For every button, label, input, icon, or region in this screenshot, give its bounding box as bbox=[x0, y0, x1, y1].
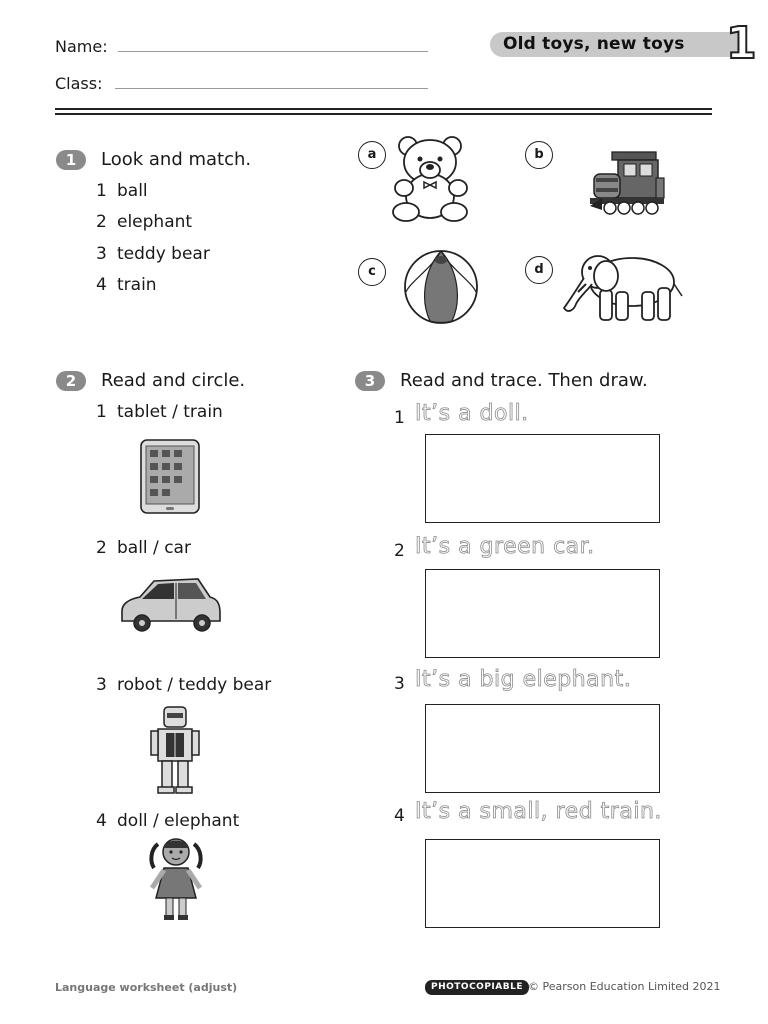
tablet-icon[interactable] bbox=[139, 438, 201, 515]
s2-item-1-text[interactable]: tablet / train bbox=[117, 402, 223, 422]
header-rule-top bbox=[55, 108, 712, 110]
s2-item-1-num: 1 bbox=[96, 402, 107, 422]
s2-item-2-text[interactable]: ball / car bbox=[117, 538, 191, 558]
s2-item-3-text[interactable]: robot / teddy bear bbox=[117, 675, 272, 695]
section-1-badge: 1 bbox=[56, 150, 86, 170]
section-1-title: Look and match. bbox=[101, 149, 252, 170]
train-icon[interactable] bbox=[588, 148, 672, 218]
car-icon[interactable] bbox=[118, 575, 222, 633]
letter-d-circle: d bbox=[525, 256, 553, 284]
s3-item-2-num: 2 bbox=[394, 541, 405, 561]
s1-item-4-text[interactable]: train bbox=[117, 275, 157, 295]
unit-number: 1 bbox=[726, 18, 757, 66]
photocopiable-badge: PHOTOCOPIABLE bbox=[425, 980, 529, 995]
s1-item-4-num: 4 bbox=[96, 275, 107, 295]
s3-item-1-draw-box[interactable] bbox=[425, 434, 660, 523]
letter-c-circle: c bbox=[358, 258, 386, 286]
beach-ball-icon[interactable] bbox=[402, 248, 480, 326]
s1-item-3-num: 3 bbox=[96, 244, 107, 264]
name-line[interactable] bbox=[118, 51, 428, 52]
copyright-text: © Pearson Education Limited 2021 bbox=[528, 980, 721, 993]
class-label: Class: bbox=[55, 74, 103, 93]
unit-number-badge bbox=[722, 16, 758, 66]
s3-item-4-num: 4 bbox=[394, 806, 405, 826]
header-rule-bottom bbox=[55, 113, 712, 115]
s1-item-3-text[interactable]: teddy bear bbox=[117, 244, 210, 264]
s2-item-4-text[interactable]: doll / elephant bbox=[117, 811, 240, 831]
letter-a-circle: a bbox=[358, 141, 386, 169]
s3-item-2-trace[interactable]: It’s a green car. bbox=[415, 534, 595, 559]
section-2-badge: 2 bbox=[56, 371, 86, 391]
s3-item-1-num: 1 bbox=[394, 408, 405, 428]
footer-worksheet-label: Language worksheet (adjust) bbox=[55, 981, 238, 994]
s3-item-4-draw-box[interactable] bbox=[425, 839, 660, 928]
page-title: Old toys, new toys bbox=[503, 34, 685, 54]
elephant-icon[interactable] bbox=[560, 250, 686, 324]
s2-item-2-num: 2 bbox=[96, 538, 107, 558]
s2-item-4-num: 4 bbox=[96, 811, 107, 831]
robot-icon[interactable] bbox=[150, 705, 200, 795]
section-3-title: Read and trace. Then draw. bbox=[400, 370, 648, 391]
s3-item-1-trace[interactable]: It’s a doll. bbox=[415, 401, 529, 426]
s3-item-3-trace[interactable]: It’s a big elephant. bbox=[415, 667, 632, 692]
section-3-badge: 3 bbox=[355, 371, 385, 391]
s1-item-2-text[interactable]: elephant bbox=[117, 212, 193, 232]
doll-icon[interactable] bbox=[148, 836, 204, 922]
s3-item-3-draw-box[interactable] bbox=[425, 704, 660, 793]
s3-item-2-draw-box[interactable] bbox=[425, 569, 660, 658]
class-line[interactable] bbox=[115, 88, 428, 89]
s3-item-4-trace[interactable]: It’s a small, red train. bbox=[415, 799, 662, 824]
s1-item-1-text[interactable]: ball bbox=[117, 181, 148, 201]
s3-item-3-num: 3 bbox=[394, 674, 405, 694]
s1-item-2-num: 2 bbox=[96, 212, 107, 232]
s1-item-1-num: 1 bbox=[96, 181, 107, 201]
letter-b-circle: b bbox=[525, 141, 553, 169]
name-label: Name: bbox=[55, 37, 108, 56]
s2-item-3-num: 3 bbox=[96, 675, 107, 695]
section-2-title: Read and circle. bbox=[101, 370, 246, 391]
teddy-bear-icon[interactable] bbox=[388, 132, 474, 224]
